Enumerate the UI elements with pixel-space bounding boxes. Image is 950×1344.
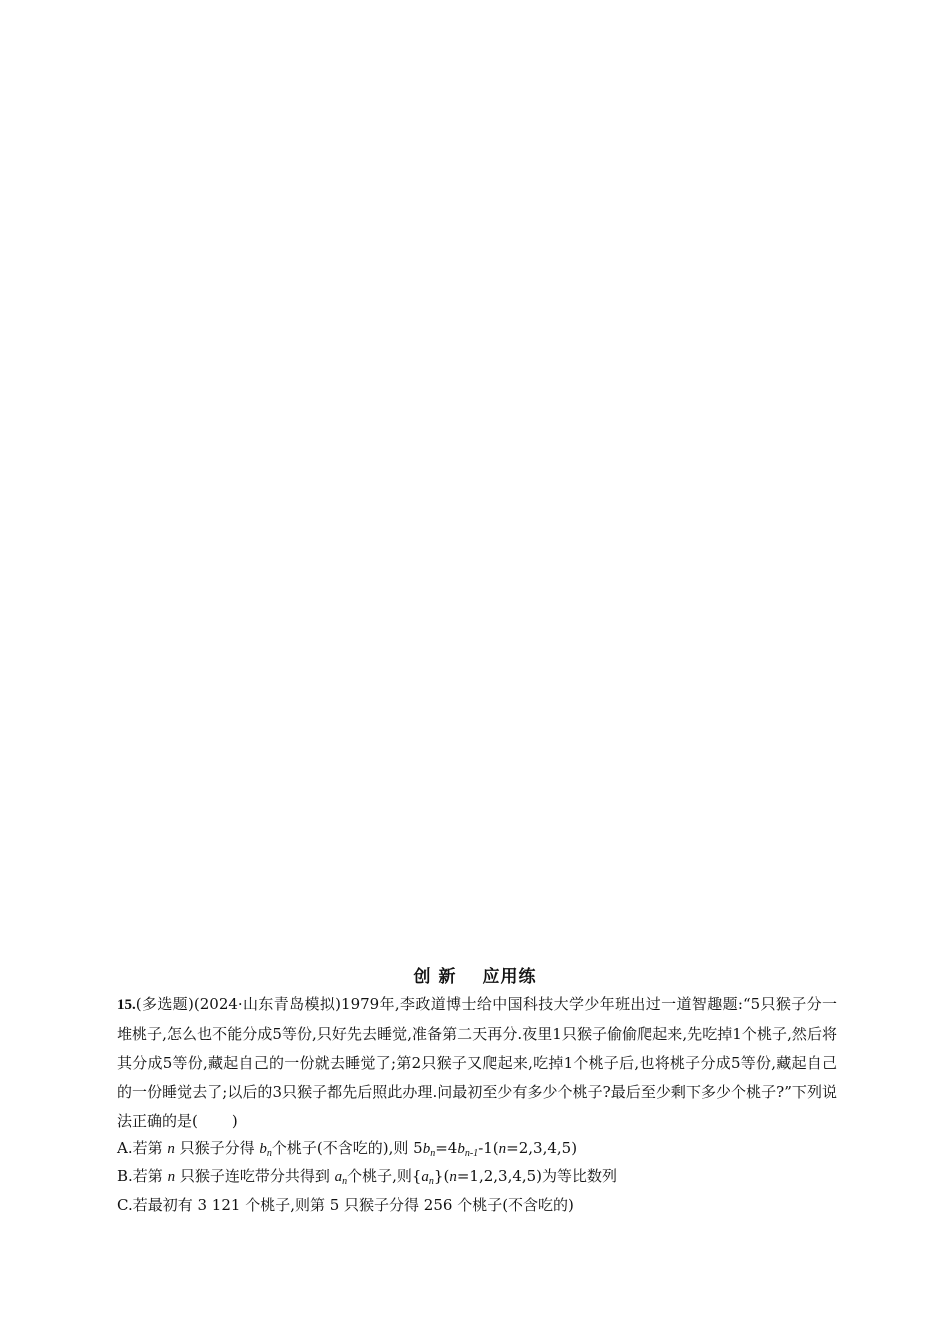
- subscript-n: n: [342, 1176, 348, 1187]
- question-source: (2024·山东青岛模拟): [193, 995, 342, 1013]
- question-15: [117, 990, 837, 1136]
- section-title-part2: 应用练: [482, 967, 537, 987]
- option-b-text: 只猴子连吃带分共得到: [175, 1167, 335, 1185]
- section-title-part1: 创 新: [413, 967, 457, 987]
- option-b: [117, 1162, 837, 1192]
- option-b-text: 个桃子,则{: [347, 1167, 422, 1185]
- var-a: a: [334, 1169, 343, 1185]
- question-type: (多选题): [135, 995, 194, 1013]
- question-stem: 1979年,李政道博士给中国科技大学少年班出过一道智趣题:“5只猴子分一堆桃子,怎么也不能分成5等份,只好先去睡觉,准备第二天再分.夜里1只猴子偷偷爬起来,先吃掉1个桃子,然后将其分成5等份,藏起自己的一份就去睡觉了;第2只猴子又爬起来,吃掉1个桃子后,也将桃子分成5等份,藏起自己的一份睡觉去了;以后的3只猴子都先后照此办理.问最初至少有多少个桃子?最后至少剩下多少个桃子?”下列说法正确的是(: [117, 995, 837, 1130]
- option-a-text: =4: [435, 1139, 458, 1157]
- option-b-text: }(: [433, 1167, 450, 1185]
- option-b-text: B.若第: [117, 1167, 168, 1185]
- var-n: n: [449, 1169, 457, 1185]
- var-n: n: [167, 1169, 176, 1185]
- subscript-n: n: [428, 1176, 434, 1187]
- option-a: [117, 1134, 837, 1164]
- question-number: 15.: [117, 997, 136, 1013]
- section-heading: [0, 962, 950, 987]
- var-n: n: [498, 1141, 507, 1157]
- option-a-text: 只猴子分得: [174, 1139, 260, 1157]
- option-a-text: A.若第: [117, 1139, 168, 1157]
- subscript-n-minus-1: n-1: [464, 1148, 479, 1159]
- option-a-text: 个桃子(不含吃的),则 5: [271, 1139, 423, 1157]
- subscript-n: n: [266, 1148, 272, 1159]
- var-n: n: [167, 1141, 175, 1157]
- question-stem-end: ): [231, 1112, 238, 1130]
- var-b: b: [422, 1141, 431, 1157]
- var-b: b: [457, 1141, 465, 1157]
- option-b-text: =1,2,3,4,5)为等比数列: [456, 1167, 618, 1185]
- option-a-text: -1(: [478, 1139, 499, 1157]
- subscript-n: n: [430, 1148, 436, 1159]
- option-a-text: =2,3,4,5): [506, 1139, 578, 1157]
- var-b: b: [259, 1141, 267, 1157]
- option-c: [117, 1191, 837, 1220]
- var-a: a: [421, 1169, 429, 1185]
- option-c-text: C.若最初有 3 121 个桃子,则第 5 只猴子分得 256 个桃子(不含吃的): [117, 1196, 574, 1214]
